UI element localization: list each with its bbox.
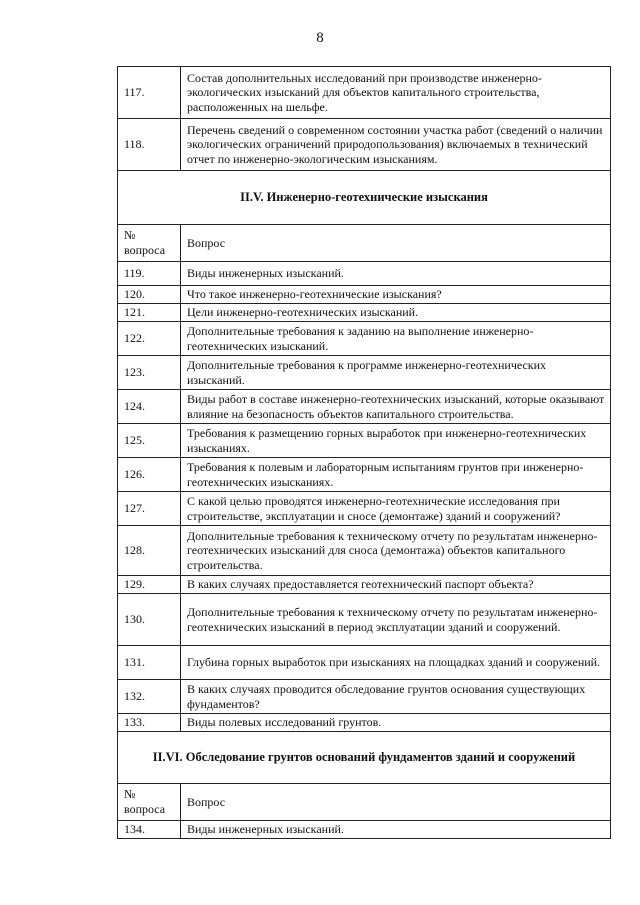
questions-table [117,66,611,839]
table-row [118,286,611,304]
question-number: 133. [118,714,181,732]
table-row [118,492,611,526]
table-row [118,67,611,119]
question-text: Цели инженерно-геотехнических изысканий. [181,304,611,322]
question-text: Дополнительные требования к программе инженерно-геотехнических изысканий. [181,356,611,390]
table-row [118,714,611,732]
question-number: 120. [118,286,181,304]
table-row [118,594,611,646]
question-text: Виды полевых исследований грунтов. [181,714,611,732]
question-text: Виды инженерных изысканий. [181,821,611,839]
table-header-row [118,784,611,821]
question-number: 128. [118,526,181,576]
table-header-row [118,225,611,262]
table-row [118,680,611,714]
table-row [118,119,611,171]
question-text: Дополнительные требования к заданию на выполнение инженерно-геотехнических изысканий. [181,322,611,356]
question-text: В каких случаях проводится обследование грунтов основания существующих фундаментов? [181,680,611,714]
column-header-number: № вопроса [118,784,181,821]
question-text: Виды инженерных изысканий. [181,262,611,286]
section-heading-row [118,171,611,225]
column-header-question: Вопрос [181,225,611,262]
question-number: 126. [118,458,181,492]
question-number: 121. [118,304,181,322]
question-text: Дополнительные требования к техническому отчету по результатам инженерно-геотехнических изысканий в период эксплуатации зданий и сооружений. [181,594,611,646]
table-row [118,390,611,424]
question-text: Виды работ в составе инженерно-геотехнических изысканий, которые оказывают влияние на безопасность объектов капитального строительства. [181,390,611,424]
column-header-question: Вопрос [181,784,611,821]
question-number: 125. [118,424,181,458]
question-text: Глубина горных выработок при изысканиях на площадках зданий и сооружений. [181,646,611,680]
question-number: 117. [118,67,181,119]
question-text: Перечень сведений о современном состоянии участка работ (сведений о наличии экологических ограничений природопользования) включаемых в технический отчет по инженерно-экологическим изысканиям. [181,119,611,171]
question-text: С какой целью проводятся инженерно-геотехнические исследования при строительстве, эксплуатации и сносе (демонтаже) зданий и сооружений? [181,492,611,526]
table-row [118,304,611,322]
question-number: 123. [118,356,181,390]
question-number: 134. [118,821,181,839]
table-row [118,262,611,286]
question-text: Что такое инженерно-геотехнические изыскания? [181,286,611,304]
table-row [118,458,611,492]
section-title: II.VI. Обследование грунтов оснований фундаментов зданий и сооружений [118,732,611,784]
question-number: 129. [118,576,181,594]
question-text: Требования к размещению горных выработок при инженерно-геотехнических изысканиях. [181,424,611,458]
table-row [118,526,611,576]
section-heading-row [118,732,611,784]
question-number: 119. [118,262,181,286]
question-number: 118. [118,119,181,171]
section-title: II.V. Инженерно-геотехнические изыскания [118,171,611,225]
question-number: 130. [118,594,181,646]
table-row [118,646,611,680]
column-header-number: № вопроса [118,225,181,262]
question-number: 132. [118,680,181,714]
table-row [118,322,611,356]
question-text: Дополнительные требования к техническому отчету по результатам инженерно-геотехнических изысканий для сноса (демонтажа) объектов капитального строительства. [181,526,611,576]
question-number: 122. [118,322,181,356]
question-text: Требования к полевым и лабораторным испытаниям грунтов при инженерно-геотехнических изысканиях. [181,458,611,492]
table-row [118,576,611,594]
question-text: В каких случаях предоставляется геотехнический паспорт объекта? [181,576,611,594]
question-text: Состав дополнительных исследований при производстве инженерно-экологических изысканий для объектов капитального строительства, расположенных на шельфе. [181,67,611,119]
page-number: 8 [316,30,324,46]
question-number: 124. [118,390,181,424]
table-row [118,424,611,458]
table-row [118,356,611,390]
question-number: 131. [118,646,181,680]
table-row [118,821,611,839]
question-number: 127. [118,492,181,526]
